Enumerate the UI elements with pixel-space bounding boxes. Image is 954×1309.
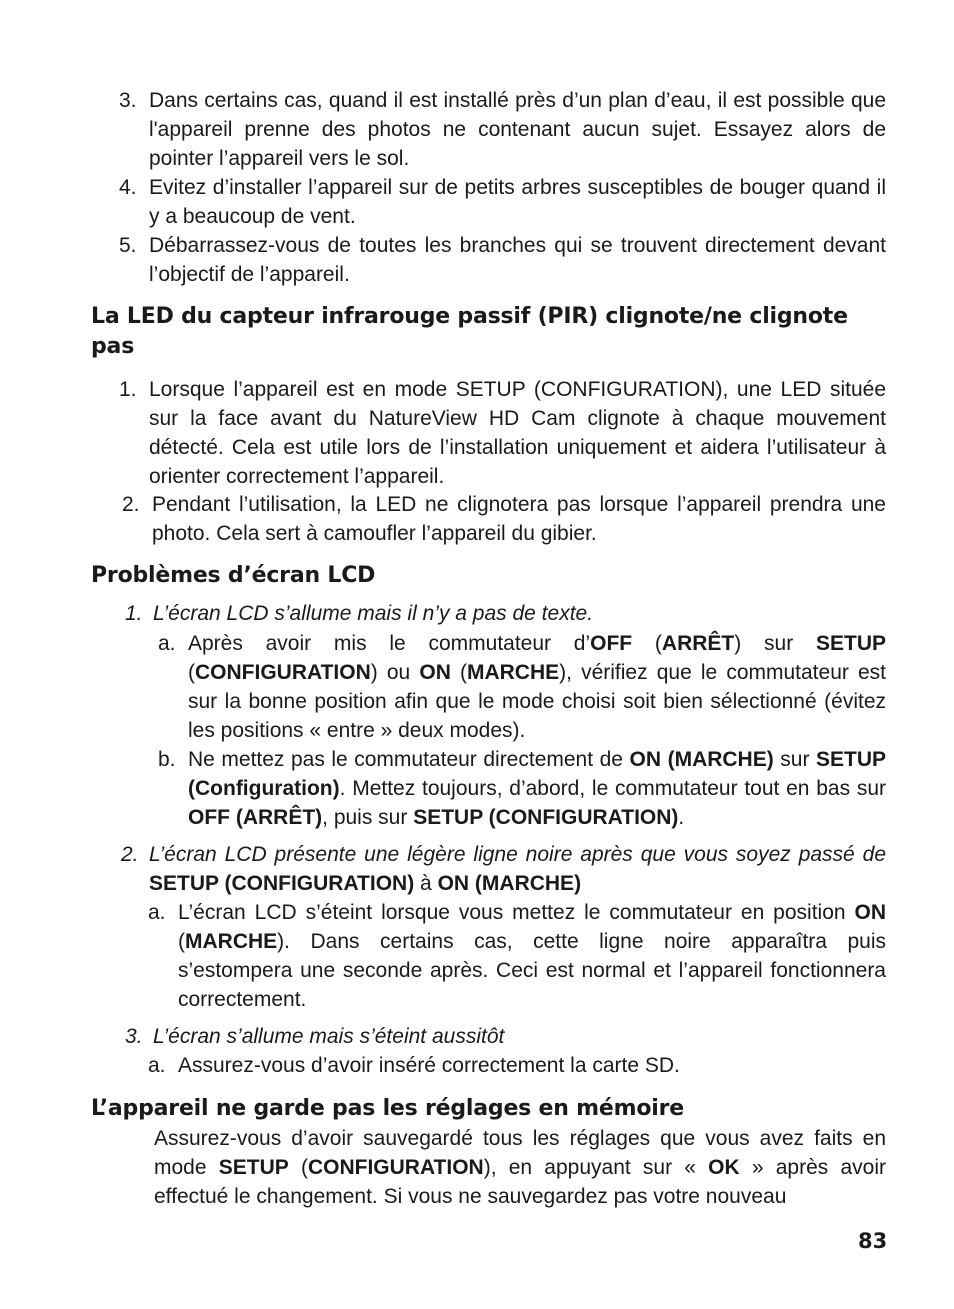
step-text: , puis sur xyxy=(322,806,414,829)
step-letter: a. xyxy=(148,901,166,924)
step-keyword: SETUP xyxy=(815,632,886,655)
step-text: ( xyxy=(188,661,195,684)
list-item xyxy=(119,86,886,173)
step-text: ) ou xyxy=(370,661,420,684)
step-keyword: CONFIGURATION xyxy=(195,661,371,684)
page-number: 83 xyxy=(858,1229,888,1253)
step-text: . xyxy=(678,806,685,829)
list-number: 3. xyxy=(119,89,137,112)
section-heading-lcd: Problèmes d’écran LCD xyxy=(91,563,376,588)
step-text: ( xyxy=(632,632,662,655)
paragraph-text: ), en appuyant sur « xyxy=(483,1156,709,1179)
problem-title: L’écran LCD s’allume mais il n’y a pas de texte. xyxy=(153,602,594,625)
list-text: Dans certains cas, quand il est installé près d’un plan d’eau, il est possible que l'appareil prenne des photos ne contenant aucun sujet. Essayez alors de pointer l’appareil vers le sol. xyxy=(149,89,886,170)
step-text: Ne mettez pas le commutateur directement de xyxy=(188,748,630,771)
list-item xyxy=(119,231,886,289)
lcd-problem-2-title xyxy=(121,840,886,898)
step-text: Après avoir mis le commutateur d’ xyxy=(188,632,591,655)
section-heading-led: La LED du capteur infrarouge passif (PIR) clignote/ne clignote pas xyxy=(91,304,848,359)
step-text: ( xyxy=(450,661,467,684)
list-number: 1. xyxy=(119,378,137,401)
paragraph-text: » après avoir effectué le changement. Si vous ne sauvegardez pas votre nouveau xyxy=(154,1156,886,1208)
list-item xyxy=(119,375,886,491)
list-text: Evitez d’installer l’appareil sur de petits arbres susceptibles de bouger quand il y a beaucoup de vent. xyxy=(149,176,886,228)
problem-title: L’écran s’allume mais s’éteint aussitôt xyxy=(153,1025,505,1048)
lcd-problem-3-step-a xyxy=(148,1051,886,1080)
lcd-problem-1-title xyxy=(125,599,886,628)
step-letter: a. xyxy=(148,1054,166,1077)
step-text: Assurez-vous d’avoir inséré correctement la carte SD. xyxy=(178,1054,680,1077)
step-text: L’écran LCD s’éteint lorsque vous mettez le commutateur en position xyxy=(178,901,855,924)
problem-text: à xyxy=(414,872,438,895)
paragraph-text: Assurez-vous d’avoir sauvegardé tous les réglages que vous avez faits en mode xyxy=(154,1127,886,1179)
problem-keyword: SETUP (CONFIGURATION) xyxy=(149,872,415,895)
lcd-problem-1-step-b xyxy=(158,745,887,832)
list-number: 2. xyxy=(122,493,140,516)
step-keyword: OFF xyxy=(590,632,633,655)
list-item xyxy=(119,173,886,231)
step-keyword: MARCHE xyxy=(185,930,278,953)
memory-paragraph xyxy=(154,1124,886,1211)
list-text: Lorsque l’appareil est en mode SETUP (CONFIGURATION), une LED située sur la face avant du NatureView HD Cam clignote à chaque mouvement détecté. Cela est utile lors de l’installation uniquement et aidera l’utilisateur à orienter correctement l’appareil. xyxy=(149,378,886,488)
lcd-problem-1-step-a xyxy=(158,629,886,745)
problem-number: 2. xyxy=(121,843,139,866)
step-text: ) sur xyxy=(734,632,816,655)
problem-title: L’écran LCD présente une légère ligne noire après que vous soyez passé de xyxy=(149,843,886,866)
step-text: ( xyxy=(178,930,185,953)
paragraph-keyword: SETUP xyxy=(218,1156,289,1179)
list-number: 5. xyxy=(119,234,137,257)
paragraph-text: ( xyxy=(288,1156,308,1179)
step-keyword: ON xyxy=(854,901,886,924)
step-keyword: ON xyxy=(419,661,451,684)
step-letter: a. xyxy=(158,632,176,655)
step-text: sur xyxy=(773,748,817,771)
lcd-problem-2-step-a xyxy=(148,898,886,1014)
problem-keyword: ON (MARCHE) xyxy=(437,872,582,895)
list-item xyxy=(122,490,886,548)
paragraph-keyword: CONFIGURATION xyxy=(307,1156,484,1179)
step-keyword: ON (MARCHE) xyxy=(629,748,774,771)
list-text: Débarrassez-vous de toutes les branches qui se trouvent directement devant l’objectif de l’appareil. xyxy=(149,234,886,286)
step-keyword: OFF (ARRÊT) xyxy=(188,806,323,829)
step-text: ), vérifiez que le commutateur est sur la bonne position afin que le mode choisi soit bien sélectionné (évitez les positions « entre » deux modes). xyxy=(188,661,886,742)
step-text: . Mettez toujours, d’abord, le commutateur tout en bas sur xyxy=(339,777,886,800)
step-keyword: SETUP (Configuration) xyxy=(188,748,887,800)
step-text: ). Dans certains cas, cette ligne noire apparaîtra puis s’estompera une seconde après. Ceci est normal et l’appareil fonctionnera correctement. xyxy=(178,930,886,1011)
list-text: Pendant l’utilisation, la LED ne clignotera pas lorsque l’appareil prendra une photo. Cela sert à camoufler l’appareil du gibier. xyxy=(152,493,886,545)
problem-number: 3. xyxy=(125,1025,143,1048)
lcd-problem-3-title xyxy=(125,1022,886,1051)
step-letter: b. xyxy=(158,748,176,771)
section-heading-memory: L’appareil ne garde pas les réglages en mémoire xyxy=(91,1096,684,1121)
list-number: 4. xyxy=(119,176,137,199)
step-keyword: MARCHE xyxy=(466,661,560,684)
paragraph-keyword: OK xyxy=(708,1156,740,1179)
problem-number: 1. xyxy=(125,602,143,625)
step-keyword: SETUP (CONFIGURATION) xyxy=(413,806,679,829)
step-keyword: ARRÊT xyxy=(661,632,735,655)
